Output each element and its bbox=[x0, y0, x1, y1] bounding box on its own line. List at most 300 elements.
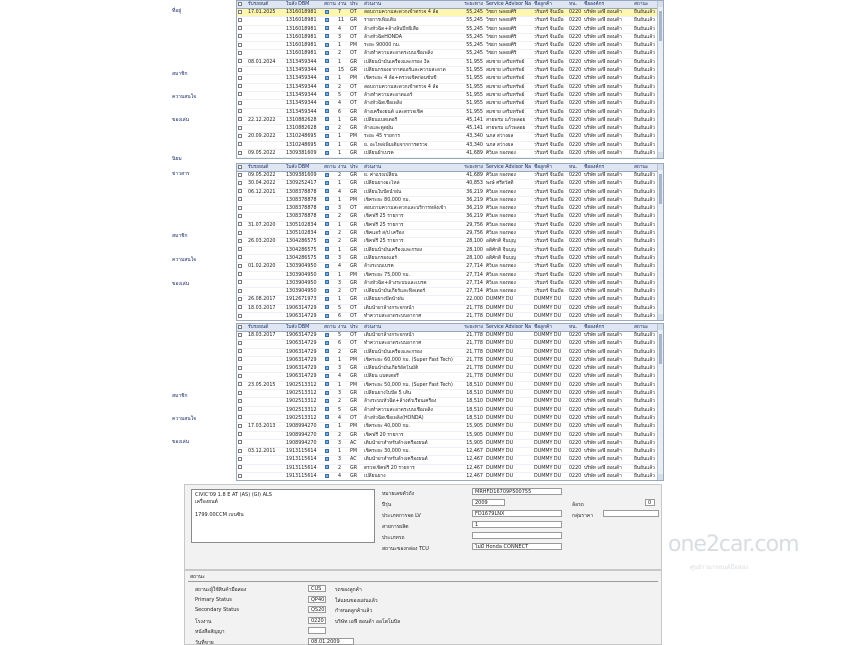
status-field-code[interactable]: 0220 bbox=[308, 617, 326, 624]
checkbox-icon[interactable] bbox=[238, 18, 242, 22]
table-row[interactable] bbox=[237, 205, 663, 213]
table-row[interactable] bbox=[237, 213, 663, 221]
document-icon[interactable] bbox=[323, 189, 337, 196]
table-row[interactable] bbox=[237, 222, 663, 230]
column-header[interactable]: หน. bbox=[569, 2, 577, 7]
status-field-code[interactable]: QP40 bbox=[308, 596, 326, 603]
row-select-checkbox[interactable] bbox=[237, 365, 247, 372]
checkbox-icon[interactable] bbox=[238, 2, 242, 6]
column-header[interactable]: รับรถยนต์ bbox=[248, 2, 269, 7]
checkbox-icon[interactable] bbox=[238, 197, 242, 201]
table-row[interactable] bbox=[237, 125, 663, 133]
row-select-checkbox[interactable] bbox=[237, 238, 247, 245]
row-select-checkbox[interactable] bbox=[237, 189, 247, 196]
document-icon[interactable] bbox=[323, 17, 337, 24]
document-icon[interactable] bbox=[323, 247, 337, 254]
vehicle-description-box[interactable] bbox=[191, 489, 375, 543]
document-icon[interactable] bbox=[323, 357, 337, 364]
table-row[interactable] bbox=[237, 288, 663, 296]
table-row[interactable] bbox=[237, 349, 663, 357]
row-select-checkbox[interactable] bbox=[237, 75, 247, 82]
column-header[interactable]: สถานะ bbox=[634, 165, 649, 170]
row-select-checkbox[interactable] bbox=[237, 9, 247, 16]
row-select-checkbox[interactable] bbox=[237, 247, 247, 254]
status-field-code[interactable]: QS20 bbox=[308, 606, 326, 613]
document-icon[interactable] bbox=[323, 172, 337, 179]
left-nav-label[interactable]: ความสนใจ bbox=[172, 94, 197, 100]
customer-cell: วรินทร์ จีนเมือ bbox=[534, 289, 564, 295]
table-row[interactable] bbox=[237, 423, 663, 431]
checkbox-icon[interactable] bbox=[238, 165, 242, 169]
table-row[interactable] bbox=[237, 84, 663, 92]
document-icon[interactable] bbox=[323, 59, 337, 66]
checkbox-icon[interactable] bbox=[238, 391, 242, 395]
row-select-checkbox[interactable] bbox=[237, 390, 247, 397]
checkbox-icon[interactable] bbox=[238, 92, 242, 96]
table-row[interactable] bbox=[237, 230, 663, 238]
table-row[interactable] bbox=[237, 172, 663, 180]
table-row[interactable] bbox=[237, 332, 663, 340]
table-row[interactable] bbox=[237, 100, 663, 108]
document-icon[interactable] bbox=[323, 50, 337, 57]
row-select-checkbox[interactable] bbox=[237, 255, 247, 262]
document-icon[interactable] bbox=[323, 9, 337, 16]
column-header[interactable]: รับรถยนต์ bbox=[248, 165, 269, 170]
checkbox-icon[interactable] bbox=[238, 399, 242, 403]
document-icon[interactable] bbox=[323, 109, 337, 116]
table-row[interactable] bbox=[237, 313, 663, 321]
checkbox-icon[interactable] bbox=[238, 341, 242, 345]
document-icon[interactable] bbox=[323, 440, 337, 447]
checkbox-icon[interactable] bbox=[238, 440, 242, 444]
checkbox-icon[interactable] bbox=[238, 68, 242, 72]
column-header[interactable]: รับรถยนต์ bbox=[248, 325, 269, 330]
document-icon[interactable] bbox=[323, 26, 337, 33]
row-select-checkbox[interactable] bbox=[237, 84, 247, 91]
column-header[interactable]: ใบสั่ง DBM bbox=[286, 165, 310, 170]
vertical-scrollbar[interactable] bbox=[657, 324, 663, 480]
table-row[interactable] bbox=[237, 263, 663, 271]
row-select-checkbox[interactable] bbox=[237, 263, 247, 270]
plate-field[interactable]: FD1679LNX bbox=[472, 510, 562, 517]
document-icon[interactable] bbox=[323, 117, 337, 124]
vehicle-type-field[interactable] bbox=[472, 532, 562, 539]
table-row[interactable] bbox=[237, 150, 663, 158]
column-header[interactable]: งาน bbox=[338, 325, 347, 330]
document-icon[interactable] bbox=[323, 432, 337, 439]
row-select-checkbox[interactable] bbox=[237, 448, 247, 455]
left-nav-label[interactable]: ข่าวสาร bbox=[172, 171, 190, 177]
table-row[interactable] bbox=[237, 117, 663, 125]
document-icon[interactable] bbox=[323, 238, 337, 245]
row-select-checkbox[interactable] bbox=[237, 473, 247, 480]
left-nav-label[interactable]: สมาชิก bbox=[172, 393, 188, 399]
table-row[interactable] bbox=[237, 473, 663, 481]
column-header[interactable]: หน. bbox=[569, 325, 577, 330]
row-select-checkbox[interactable] bbox=[237, 296, 247, 303]
row-select-checkbox[interactable] bbox=[237, 313, 247, 320]
left-nav-label[interactable]: สมาชิก bbox=[172, 71, 188, 77]
vertical-scrollbar[interactable] bbox=[657, 164, 663, 320]
table-row[interactable] bbox=[237, 133, 663, 141]
table-row[interactable] bbox=[237, 42, 663, 50]
column-header[interactable]: สถานะ bbox=[634, 2, 649, 7]
column-header[interactable]: งาน bbox=[338, 165, 347, 170]
column-header[interactable]: สถานะ bbox=[634, 325, 649, 330]
select-all-checkbox[interactable] bbox=[237, 1, 247, 8]
table-row[interactable] bbox=[237, 142, 663, 150]
document-icon[interactable] bbox=[323, 197, 337, 204]
document-icon[interactable] bbox=[323, 263, 337, 270]
table-row[interactable] bbox=[237, 26, 663, 34]
checkbox-icon[interactable] bbox=[238, 181, 242, 185]
document-icon[interactable] bbox=[323, 465, 337, 472]
column-header[interactable]: ใบสั่ง DBM bbox=[286, 2, 310, 7]
checkbox-icon[interactable] bbox=[238, 415, 242, 419]
document-icon[interactable] bbox=[323, 150, 337, 157]
row-select-checkbox[interactable] bbox=[237, 117, 247, 124]
scroll-thumb[interactable] bbox=[659, 174, 662, 204]
row-select-checkbox[interactable] bbox=[237, 133, 247, 140]
document-icon[interactable] bbox=[323, 448, 337, 455]
model-year-field[interactable]: 2009 bbox=[472, 499, 505, 506]
row-select-checkbox[interactable] bbox=[237, 432, 247, 439]
column-header[interactable]: ส่วนงาน bbox=[364, 325, 382, 330]
row-select-checkbox[interactable] bbox=[237, 280, 247, 287]
document-icon[interactable] bbox=[323, 75, 337, 82]
document-icon[interactable] bbox=[323, 349, 337, 356]
left-nav-label[interactable]: ที่อยู่ bbox=[172, 8, 182, 14]
row-select-checkbox[interactable] bbox=[237, 222, 247, 229]
row-select-checkbox[interactable] bbox=[237, 456, 247, 463]
column-header[interactable]: Service Advisor Na bbox=[486, 165, 532, 170]
row-select-checkbox[interactable] bbox=[237, 440, 247, 447]
document-icon[interactable] bbox=[323, 180, 337, 187]
document-icon[interactable] bbox=[323, 255, 337, 262]
column-header[interactable]: สถาน bbox=[324, 165, 336, 170]
checkbox-icon[interactable] bbox=[238, 126, 242, 130]
wheel-field[interactable]: 0 bbox=[645, 499, 655, 506]
document-icon[interactable] bbox=[323, 42, 337, 49]
table-row[interactable] bbox=[237, 92, 663, 100]
table-row[interactable] bbox=[237, 373, 663, 381]
table-row[interactable] bbox=[237, 67, 663, 75]
checkbox-icon[interactable] bbox=[238, 239, 242, 243]
checkbox-icon[interactable] bbox=[238, 173, 242, 177]
document-icon[interactable] bbox=[323, 340, 337, 347]
table-row[interactable] bbox=[237, 109, 663, 117]
left-nav-label[interactable]: ความสนใจ bbox=[172, 257, 197, 263]
checkbox-icon[interactable] bbox=[238, 206, 242, 210]
document-icon[interactable] bbox=[323, 205, 337, 212]
row-select-checkbox[interactable] bbox=[237, 180, 247, 187]
column-header[interactable]: สถาน bbox=[324, 325, 336, 330]
table-row[interactable] bbox=[237, 180, 663, 188]
column-header[interactable]: ระยะทาง bbox=[464, 2, 483, 7]
checkbox-icon[interactable] bbox=[238, 382, 242, 386]
left-nav-label[interactable]: สมาชิก bbox=[172, 233, 188, 239]
row-select-checkbox[interactable] bbox=[237, 398, 247, 405]
table-row[interactable] bbox=[237, 365, 663, 373]
table-row[interactable] bbox=[237, 432, 663, 440]
row-select-checkbox[interactable] bbox=[237, 205, 247, 212]
checkbox-icon[interactable] bbox=[238, 43, 242, 47]
row-select-checkbox[interactable] bbox=[237, 17, 247, 24]
row-select-checkbox[interactable] bbox=[237, 42, 247, 49]
document-icon[interactable] bbox=[323, 456, 337, 463]
checkbox-icon[interactable] bbox=[238, 231, 242, 235]
vin-field[interactable]: MRHFD16709P500755 bbox=[472, 488, 562, 495]
checkbox-icon[interactable] bbox=[238, 349, 242, 353]
table-row[interactable] bbox=[237, 440, 663, 448]
row-select-checkbox[interactable] bbox=[237, 382, 247, 389]
document-icon[interactable] bbox=[323, 373, 337, 380]
table-row[interactable] bbox=[237, 398, 663, 406]
table-row[interactable] bbox=[237, 272, 663, 280]
checkbox-icon[interactable] bbox=[238, 366, 242, 370]
document-icon[interactable] bbox=[323, 423, 337, 430]
left-nav-label[interactable]: ของเล่น bbox=[172, 439, 190, 445]
table-row[interactable] bbox=[237, 189, 663, 197]
checkbox-icon[interactable] bbox=[238, 374, 242, 378]
left-nav-label[interactable]: ความสนใจ bbox=[172, 416, 197, 422]
checkbox-icon[interactable] bbox=[238, 10, 242, 14]
document-icon[interactable] bbox=[323, 365, 337, 372]
scroll-up-icon[interactable] bbox=[658, 1, 663, 7]
column-header[interactable]: ประ bbox=[350, 2, 359, 7]
checkbox-icon[interactable] bbox=[238, 142, 242, 146]
row-select-checkbox[interactable] bbox=[237, 197, 247, 204]
document-icon[interactable] bbox=[323, 100, 337, 107]
row-select-checkbox[interactable] bbox=[237, 305, 247, 312]
checkbox-icon[interactable] bbox=[238, 297, 242, 301]
document-icon[interactable] bbox=[323, 398, 337, 405]
table-row[interactable] bbox=[237, 415, 663, 423]
table-row[interactable] bbox=[237, 17, 663, 25]
checkbox-icon[interactable] bbox=[238, 255, 242, 259]
column-header[interactable]: ชื่อลูกค้า bbox=[534, 165, 552, 170]
column-header[interactable]: ส่วนงาน bbox=[364, 2, 382, 7]
table-row[interactable] bbox=[237, 34, 663, 42]
checkbox-icon[interactable] bbox=[238, 432, 242, 436]
checkbox-icon[interactable] bbox=[238, 101, 242, 105]
scroll-down-icon[interactable] bbox=[658, 314, 663, 320]
table-row[interactable] bbox=[237, 456, 663, 464]
row-select-checkbox[interactable] bbox=[237, 332, 247, 339]
column-header[interactable]: ชื่อองค์กร bbox=[584, 165, 605, 170]
document-icon[interactable] bbox=[323, 288, 337, 295]
document-icon[interactable] bbox=[323, 34, 337, 41]
document-icon[interactable] bbox=[323, 142, 337, 149]
row-select-checkbox[interactable] bbox=[237, 465, 247, 472]
table-row[interactable] bbox=[237, 448, 663, 456]
checkbox-icon[interactable] bbox=[238, 214, 242, 218]
table-row[interactable] bbox=[237, 50, 663, 58]
row-select-checkbox[interactable] bbox=[237, 272, 247, 279]
column-header[interactable]: ชื่อลูกค้า bbox=[534, 2, 552, 7]
checkbox-icon[interactable] bbox=[238, 264, 242, 268]
document-icon[interactable] bbox=[323, 280, 337, 287]
status-field-code[interactable] bbox=[308, 627, 326, 634]
price-group-field[interactable] bbox=[603, 510, 659, 517]
tcu-field[interactable]: ไม่มี Honda CONNECT bbox=[472, 543, 562, 550]
checkbox-icon[interactable] bbox=[238, 474, 242, 478]
table-row[interactable] bbox=[237, 197, 663, 205]
scroll-up-icon[interactable] bbox=[658, 324, 663, 330]
row-select-checkbox[interactable] bbox=[237, 125, 247, 132]
column-header[interactable]: Service Advisor Na bbox=[486, 325, 532, 330]
document-icon[interactable] bbox=[323, 473, 337, 480]
row-select-checkbox[interactable] bbox=[237, 407, 247, 414]
left-nav-label[interactable]: นิยม bbox=[172, 156, 182, 162]
scroll-up-icon[interactable] bbox=[658, 164, 663, 170]
scroll-down-icon[interactable] bbox=[658, 152, 663, 158]
row-select-checkbox[interactable] bbox=[237, 423, 247, 430]
document-icon[interactable] bbox=[323, 382, 337, 389]
column-header[interactable]: ส่วนงาน bbox=[364, 165, 382, 170]
row-select-checkbox[interactable] bbox=[237, 349, 247, 356]
column-header[interactable]: สถาน bbox=[324, 2, 336, 7]
checkbox-icon[interactable] bbox=[238, 272, 242, 276]
production-field[interactable]: 1 bbox=[472, 521, 562, 528]
document-icon[interactable] bbox=[323, 407, 337, 414]
scroll-thumb[interactable] bbox=[659, 11, 662, 41]
row-select-checkbox[interactable] bbox=[237, 142, 247, 149]
row-select-checkbox[interactable] bbox=[237, 340, 247, 347]
document-icon[interactable] bbox=[323, 272, 337, 279]
checkbox-icon[interactable] bbox=[238, 34, 242, 38]
table-row[interactable] bbox=[237, 75, 663, 83]
left-nav-label[interactable]: ของเล่น bbox=[172, 117, 190, 123]
checkbox-icon[interactable] bbox=[238, 51, 242, 55]
status-field-code[interactable]: CUS bbox=[308, 585, 326, 592]
row-select-checkbox[interactable] bbox=[237, 92, 247, 99]
table-row[interactable] bbox=[237, 9, 663, 17]
checkbox-icon[interactable] bbox=[238, 333, 242, 337]
document-icon[interactable] bbox=[323, 125, 337, 132]
left-nav-label[interactable]: ของเล่น bbox=[172, 281, 190, 287]
checkbox-icon[interactable] bbox=[238, 289, 242, 293]
document-icon[interactable] bbox=[323, 133, 337, 140]
checkbox-icon[interactable] bbox=[238, 117, 242, 121]
document-icon[interactable] bbox=[323, 305, 337, 312]
column-header[interactable]: ประ bbox=[350, 165, 359, 170]
document-icon[interactable] bbox=[323, 67, 337, 74]
row-select-checkbox[interactable] bbox=[237, 373, 247, 380]
document-icon[interactable] bbox=[323, 390, 337, 397]
column-header[interactable]: ชื่อลูกค้า bbox=[534, 325, 552, 330]
select-all-checkbox[interactable] bbox=[237, 324, 247, 331]
checkbox-icon[interactable] bbox=[238, 189, 242, 193]
checkbox-icon[interactable] bbox=[238, 407, 242, 411]
status-field-code[interactable]: 08.01.2009 bbox=[308, 638, 354, 645]
table-row[interactable] bbox=[237, 305, 663, 313]
checkbox-icon[interactable] bbox=[238, 357, 242, 361]
row-select-checkbox[interactable] bbox=[237, 230, 247, 237]
row-select-checkbox[interactable] bbox=[237, 59, 247, 66]
checkbox-icon[interactable] bbox=[238, 314, 242, 318]
row-select-checkbox[interactable] bbox=[237, 26, 247, 33]
checkbox-icon[interactable] bbox=[238, 247, 242, 251]
document-icon[interactable] bbox=[323, 230, 337, 237]
checkbox-icon[interactable] bbox=[238, 325, 242, 329]
row-select-checkbox[interactable] bbox=[237, 172, 247, 179]
row-select-checkbox[interactable] bbox=[237, 34, 247, 41]
select-all-checkbox[interactable] bbox=[237, 164, 247, 171]
table-row[interactable] bbox=[237, 280, 663, 288]
checkbox-icon[interactable] bbox=[238, 280, 242, 284]
checkbox-icon[interactable] bbox=[238, 134, 242, 138]
table-row[interactable] bbox=[237, 255, 663, 263]
checkbox-icon[interactable] bbox=[238, 76, 242, 80]
scroll-down-icon[interactable] bbox=[658, 474, 663, 480]
row-select-checkbox[interactable] bbox=[237, 50, 247, 57]
column-header[interactable]: ชื่อองค์กร bbox=[584, 325, 605, 330]
table-row[interactable] bbox=[237, 390, 663, 398]
document-icon[interactable] bbox=[323, 296, 337, 303]
table-row[interactable] bbox=[237, 382, 663, 390]
scroll-thumb[interactable] bbox=[659, 334, 662, 364]
checkbox-icon[interactable] bbox=[238, 222, 242, 226]
checkbox-icon[interactable] bbox=[238, 109, 242, 113]
checkbox-icon[interactable] bbox=[238, 26, 242, 30]
row-select-checkbox[interactable] bbox=[237, 288, 247, 295]
column-header[interactable]: Service Advisor Na bbox=[486, 2, 532, 7]
checkbox-icon[interactable] bbox=[238, 151, 242, 155]
row-select-checkbox[interactable] bbox=[237, 150, 247, 157]
document-icon[interactable] bbox=[323, 84, 337, 91]
branch-cell: 0220 bbox=[569, 333, 582, 338]
document-icon[interactable] bbox=[323, 313, 337, 320]
column-header[interactable]: หน. bbox=[569, 165, 577, 170]
vehicle-detail-panel bbox=[184, 484, 662, 570]
table-row[interactable] bbox=[237, 296, 663, 304]
row-select-checkbox[interactable] bbox=[237, 67, 247, 74]
document-icon[interactable] bbox=[323, 92, 337, 99]
table-row[interactable] bbox=[237, 357, 663, 365]
document-icon[interactable] bbox=[323, 213, 337, 220]
column-header[interactable]: ใบสั่ง DBM bbox=[286, 325, 310, 330]
checkbox-icon[interactable] bbox=[238, 424, 242, 428]
document-icon[interactable] bbox=[323, 332, 337, 339]
document-icon[interactable] bbox=[323, 415, 337, 422]
table-row[interactable] bbox=[237, 59, 663, 67]
row-select-checkbox[interactable] bbox=[237, 109, 247, 116]
checkbox-icon[interactable] bbox=[238, 465, 242, 469]
checkbox-icon[interactable] bbox=[238, 305, 242, 309]
table-row[interactable] bbox=[237, 407, 663, 415]
column-header[interactable]: ประ bbox=[350, 325, 359, 330]
row-select-checkbox[interactable] bbox=[237, 213, 247, 220]
checkbox-icon[interactable] bbox=[238, 457, 242, 461]
row-select-checkbox[interactable] bbox=[237, 357, 247, 364]
column-header[interactable]: ชื่อองค์กร bbox=[584, 2, 605, 7]
row-select-checkbox[interactable] bbox=[237, 100, 247, 107]
table-row[interactable] bbox=[237, 247, 663, 255]
document-icon[interactable] bbox=[323, 222, 337, 229]
checkbox-icon[interactable] bbox=[238, 449, 242, 453]
column-header[interactable]: ระยะทาง bbox=[464, 325, 483, 330]
table-row[interactable] bbox=[237, 465, 663, 473]
checkbox-icon[interactable] bbox=[238, 84, 242, 88]
column-header[interactable]: งาน bbox=[338, 2, 347, 7]
vertical-scrollbar[interactable] bbox=[657, 1, 663, 158]
table-row[interactable] bbox=[237, 238, 663, 246]
column-header[interactable]: ระยะทาง bbox=[464, 165, 483, 170]
row-select-checkbox[interactable] bbox=[237, 415, 247, 422]
table-row[interactable] bbox=[237, 340, 663, 348]
checkbox-icon[interactable] bbox=[238, 59, 242, 63]
